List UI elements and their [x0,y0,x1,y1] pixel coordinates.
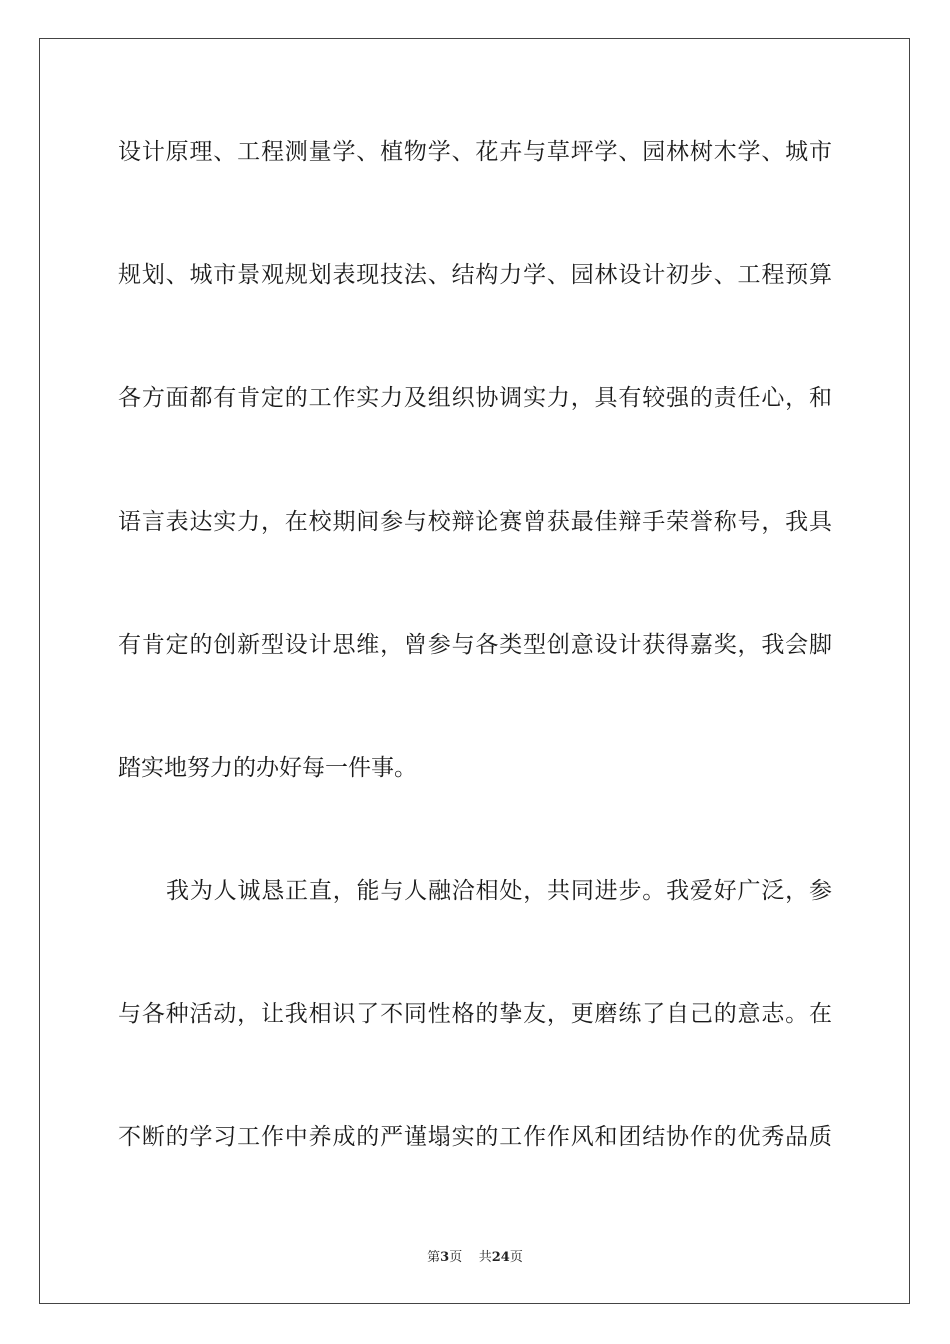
body-text-line: 规划、城市景观规划表现技法、结构力学、园林设计初步、工程预算 [118,262,832,288]
body-text-line: 设计原理、工程测量学、植物学、花卉与草坪学、园林树木学、城市 [118,139,832,165]
body-text-line: 各方面都有肯定的工作实力及组织协调实力，具有较强的责任心，和 [118,385,832,411]
page-border [39,38,910,1304]
page-suffix: 页 [449,1250,463,1265]
paragraph-first-line: 我为人诚恳正直，能与人融洽相处，共同进步。我爱好广泛，参 [166,878,832,904]
total-suffix: 页 [509,1250,523,1265]
body-text-line: 有肯定的创新型设计思维，曾参与各类型创意设计获得嘉奖，我会脚 [118,632,832,658]
current-page-number: 3 [440,1250,450,1265]
total-prefix: 共 [478,1250,492,1265]
body-text-line: 不断的学习工作中养成的严谨塌实的工作作风和团结协作的优秀品质 [118,1124,832,1150]
page-footer [0,1246,950,1265]
body-text-line: 与各种活动，让我相识了不同性格的挚友，更磨练了自己的意志。在 [118,1001,832,1027]
page-prefix: 第 [427,1250,441,1265]
body-text-line: 语言表达实力，在校期间参与校辩论赛曾获最佳辩手荣誉称号，我具 [118,509,832,535]
total-page-count: 24 [491,1250,510,1265]
body-text-line: 踏实地努力的办好每一件事。 [118,755,417,781]
